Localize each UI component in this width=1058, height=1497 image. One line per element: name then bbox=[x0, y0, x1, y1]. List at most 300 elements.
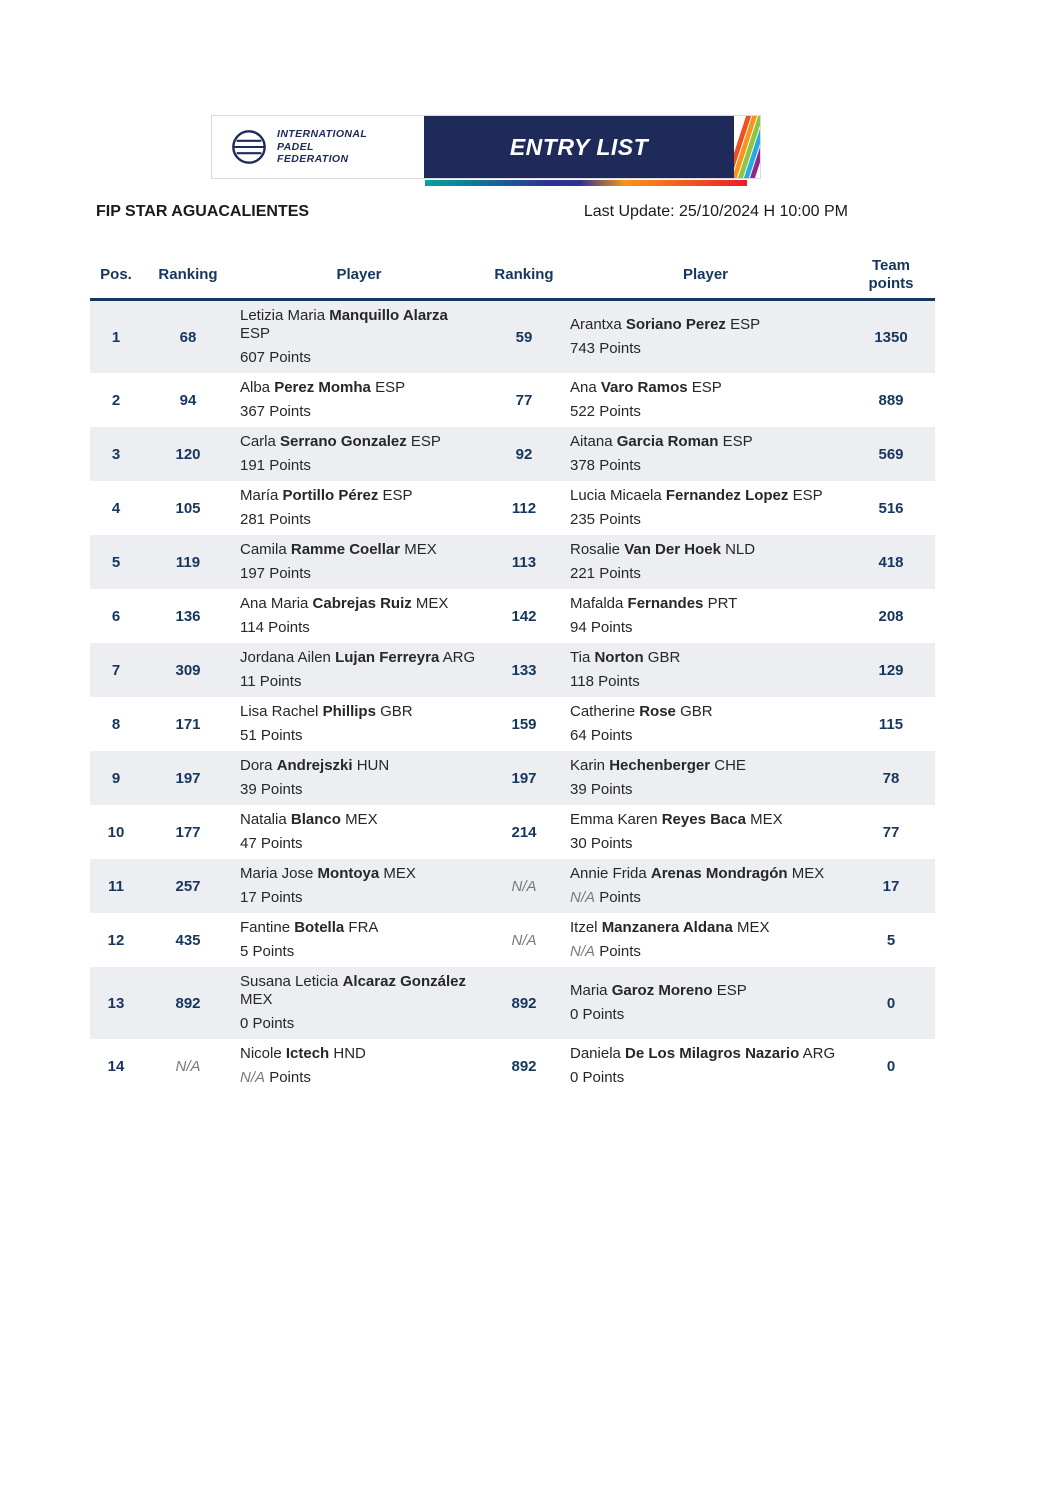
entry-table bbox=[90, 252, 935, 1093]
ranking-cell-1: 177 bbox=[175, 823, 201, 841]
position-cell: 14 bbox=[107, 1057, 125, 1075]
ranking-cell-1: 197 bbox=[175, 769, 201, 787]
player-first-names: Natalia bbox=[240, 811, 287, 828]
player-cell-2 bbox=[564, 373, 847, 427]
points-label: Points bbox=[590, 727, 633, 744]
player-cell-2 bbox=[564, 300, 847, 374]
player-points bbox=[240, 889, 478, 907]
player-name bbox=[570, 703, 841, 721]
player-points bbox=[570, 889, 841, 907]
points-value: N/A bbox=[570, 943, 596, 960]
player-country: ARG bbox=[802, 1045, 836, 1062]
player-points bbox=[570, 673, 841, 691]
player-cell-1 bbox=[234, 859, 484, 913]
points-label: Points bbox=[269, 1069, 311, 1086]
player-name bbox=[240, 433, 478, 451]
ranking-cell-2: 112 bbox=[511, 499, 537, 517]
points-label: Points bbox=[252, 943, 295, 960]
player-surname: Alcaraz González bbox=[342, 973, 466, 990]
player-points bbox=[570, 943, 841, 961]
player-surname: Montoya bbox=[317, 865, 380, 882]
table-row bbox=[90, 1039, 935, 1093]
player-surname: Van Der Hoek bbox=[624, 541, 721, 558]
title-row bbox=[96, 203, 848, 221]
points-value: 0 bbox=[570, 1069, 579, 1086]
player-surname: Lujan Ferreyra bbox=[335, 649, 440, 666]
player-name bbox=[240, 919, 478, 937]
player-name bbox=[240, 973, 478, 1009]
table-row bbox=[90, 373, 935, 427]
points-value: 17 bbox=[240, 889, 257, 906]
ranking-cell-1: 257 bbox=[175, 877, 201, 895]
player-points bbox=[240, 835, 478, 853]
player-cell-1 bbox=[234, 535, 484, 589]
ranking-cell-1: 94 bbox=[179, 391, 197, 409]
player-name bbox=[570, 487, 841, 505]
points-label: Points bbox=[599, 565, 641, 582]
fip-logo-line1: INTERNATIONAL bbox=[277, 128, 368, 141]
player-country: MEX bbox=[750, 811, 783, 828]
points-value: N/A bbox=[240, 1069, 266, 1086]
ranking-cell-2: 133 bbox=[511, 661, 537, 679]
player-first-names: Rosalie bbox=[570, 541, 621, 558]
player-cell-2 bbox=[564, 1039, 847, 1093]
player-points bbox=[570, 565, 841, 583]
points-value: 39 bbox=[240, 781, 257, 798]
player-surname: Norton bbox=[594, 649, 644, 666]
player-first-names: Susana Leticia bbox=[240, 973, 339, 990]
table-row bbox=[90, 481, 935, 535]
player-first-names: Ana bbox=[570, 379, 597, 396]
player-points bbox=[240, 781, 478, 799]
position-cell: 7 bbox=[111, 661, 121, 679]
player-first-names: Fantine bbox=[240, 919, 291, 936]
document-title: FIP STAR AGUACALIENTES bbox=[96, 203, 310, 220]
position-cell: 5 bbox=[111, 553, 121, 571]
player-points bbox=[570, 340, 841, 358]
player-cell-2 bbox=[564, 805, 847, 859]
player-first-names: Mafalda bbox=[570, 595, 624, 612]
points-label: Points bbox=[599, 511, 641, 528]
player-surname: Blanco bbox=[290, 811, 341, 828]
player-cell-1 bbox=[234, 805, 484, 859]
player-country: GBR bbox=[380, 703, 413, 720]
ranking-cell-1: 309 bbox=[175, 661, 201, 679]
table-row bbox=[90, 589, 935, 643]
position-cell: 1 bbox=[111, 328, 121, 346]
player-name bbox=[240, 649, 478, 667]
ranking-cell-2: N/A bbox=[511, 877, 537, 895]
col-header-ranking-2: Ranking bbox=[484, 252, 564, 300]
player-surname: Andrejszki bbox=[276, 757, 353, 774]
player-cell-1 bbox=[234, 373, 484, 427]
points-value: 11 bbox=[240, 673, 256, 690]
player-surname: Perez Momha bbox=[274, 379, 371, 396]
ranking-cell-2: 113 bbox=[511, 553, 537, 571]
ranking-cell-1: 68 bbox=[179, 328, 197, 346]
points-label: Points bbox=[260, 889, 303, 906]
player-country: HUN bbox=[356, 757, 390, 774]
team-points-cell: 78 bbox=[882, 769, 900, 787]
player-points bbox=[570, 727, 841, 745]
points-value: 221 bbox=[570, 565, 596, 582]
player-name bbox=[570, 433, 841, 451]
table-row bbox=[90, 427, 935, 481]
player-first-names: Letizia Maria bbox=[240, 307, 326, 324]
ranking-cell-2: N/A bbox=[511, 931, 537, 949]
player-cell-1 bbox=[234, 427, 484, 481]
player-name bbox=[570, 919, 841, 937]
table-row bbox=[90, 300, 935, 374]
player-points bbox=[570, 835, 841, 853]
player-country: FRA bbox=[348, 919, 379, 936]
team-points-cell: 418 bbox=[878, 553, 904, 571]
team-points-cell: 0 bbox=[886, 994, 896, 1012]
player-first-names: Alba bbox=[240, 379, 271, 396]
position-cell: 8 bbox=[111, 715, 121, 733]
player-first-names: Jordana Ailen bbox=[240, 649, 331, 666]
player-cell-2 bbox=[564, 697, 847, 751]
player-cell-1 bbox=[234, 1039, 484, 1093]
points-value: 64 bbox=[570, 727, 587, 744]
last-update: Last Update: 25/10/2024 H 10:00 PM bbox=[583, 203, 848, 220]
table-row bbox=[90, 967, 935, 1039]
col-header-pos: Pos. bbox=[90, 252, 142, 300]
points-label: Points bbox=[599, 457, 641, 474]
player-name bbox=[240, 379, 478, 397]
player-country: ESP bbox=[410, 433, 441, 450]
ranking-cell-1: 171 bbox=[175, 715, 201, 733]
player-name bbox=[240, 541, 478, 559]
player-points bbox=[570, 619, 841, 637]
player-country: ESP bbox=[240, 325, 271, 342]
points-value: 94 bbox=[570, 619, 587, 636]
ranking-cell-1: 136 bbox=[175, 607, 201, 625]
player-surname: Ictech bbox=[285, 1045, 330, 1062]
points-label: Points bbox=[582, 1006, 625, 1023]
table-row bbox=[90, 751, 935, 805]
points-value: 114 bbox=[240, 619, 264, 636]
player-first-names: Carla bbox=[240, 433, 276, 450]
team-points-cell: 516 bbox=[878, 499, 904, 517]
player-cell-2 bbox=[564, 859, 847, 913]
player-cell-2 bbox=[564, 967, 847, 1039]
points-label: Points bbox=[252, 1015, 295, 1032]
position-cell: 6 bbox=[111, 607, 121, 625]
points-label: Points bbox=[269, 349, 311, 366]
player-first-names: Karin bbox=[570, 757, 606, 774]
col-header-player-1: Player bbox=[234, 252, 484, 300]
player-country: MEX bbox=[240, 991, 273, 1008]
points-value: 47 bbox=[240, 835, 257, 852]
player-points bbox=[240, 673, 478, 691]
player-surname: Ramme Coellar bbox=[290, 541, 401, 558]
position-cell: 9 bbox=[111, 769, 121, 787]
player-name bbox=[240, 307, 478, 343]
points-value: 30 bbox=[570, 835, 587, 852]
points-value: 378 bbox=[570, 457, 596, 474]
player-country: GBR bbox=[680, 703, 713, 720]
ranking-cell-2: 197 bbox=[511, 769, 537, 787]
points-value: 39 bbox=[570, 781, 587, 798]
points-label: Points bbox=[269, 511, 311, 528]
player-first-names: Lucia Micaela bbox=[570, 487, 662, 504]
points-value: 235 bbox=[570, 511, 596, 528]
team-points-cell: 5 bbox=[886, 931, 896, 949]
player-points bbox=[240, 457, 478, 475]
entry-list-label: ENTRY LIST bbox=[509, 133, 649, 160]
points-label: Points bbox=[599, 403, 641, 420]
points-value: 0 bbox=[240, 1015, 249, 1032]
ranking-cell-1: 105 bbox=[175, 499, 201, 517]
team-points-cell: 0 bbox=[886, 1057, 896, 1075]
player-name bbox=[570, 316, 841, 334]
player-name bbox=[570, 757, 841, 775]
player-name bbox=[240, 595, 478, 613]
ranking-cell-2: 92 bbox=[515, 445, 533, 463]
player-first-names: Aitana bbox=[570, 433, 613, 450]
points-value: 118 bbox=[570, 673, 594, 690]
entry-table-body bbox=[90, 300, 935, 1094]
team-points-cell: 208 bbox=[878, 607, 904, 625]
ranking-cell-1: N/A bbox=[175, 1057, 201, 1075]
ranking-cell-2: 59 bbox=[515, 328, 533, 346]
table-row bbox=[90, 859, 935, 913]
player-surname: Portillo Pérez bbox=[282, 487, 379, 504]
player-points bbox=[240, 349, 478, 367]
player-first-names: Maria bbox=[570, 982, 608, 999]
player-first-names: Itzel bbox=[570, 919, 598, 936]
player-name bbox=[570, 1045, 841, 1063]
table-row bbox=[90, 805, 935, 859]
position-cell: 2 bbox=[111, 391, 121, 409]
player-country: ESP bbox=[716, 982, 747, 999]
player-name bbox=[570, 982, 841, 1000]
position-cell: 4 bbox=[111, 499, 121, 517]
position-cell: 3 bbox=[111, 445, 121, 463]
points-label: Points bbox=[590, 835, 633, 852]
player-country: ESP bbox=[722, 433, 753, 450]
fip-logo-text bbox=[277, 128, 367, 165]
player-name bbox=[240, 703, 478, 721]
position-cell: 12 bbox=[107, 931, 125, 949]
player-points bbox=[240, 619, 478, 637]
player-cell-2 bbox=[564, 535, 847, 589]
player-first-names: Daniela bbox=[570, 1045, 621, 1062]
player-first-names: Emma Karen bbox=[570, 811, 658, 828]
points-label: Points bbox=[590, 781, 633, 798]
banner-color-strip bbox=[425, 180, 747, 186]
ranking-cell-2: 159 bbox=[511, 715, 537, 733]
player-country: ESP bbox=[730, 316, 761, 333]
player-surname: Garcia Roman bbox=[616, 433, 719, 450]
player-name bbox=[240, 757, 478, 775]
player-name bbox=[240, 811, 478, 829]
player-surname: Arenas Mondragón bbox=[650, 865, 788, 882]
player-country: MEX bbox=[345, 811, 378, 828]
player-cell-2 bbox=[564, 427, 847, 481]
team-points-cell: 569 bbox=[878, 445, 904, 463]
player-country: ARG bbox=[442, 649, 476, 666]
col-header-ranking-1: Ranking bbox=[142, 252, 234, 300]
player-name bbox=[240, 1045, 478, 1063]
player-points bbox=[240, 1069, 478, 1087]
ranking-cell-1: 435 bbox=[175, 931, 201, 949]
points-value: 51 bbox=[240, 727, 257, 744]
points-value: 367 bbox=[240, 403, 266, 420]
player-points bbox=[570, 781, 841, 799]
player-points bbox=[240, 511, 478, 529]
fip-banner bbox=[211, 115, 761, 179]
team-points-cell: 17 bbox=[882, 877, 900, 895]
player-name bbox=[570, 811, 841, 829]
points-value: 281 bbox=[240, 511, 266, 528]
player-surname: Phillips bbox=[322, 703, 376, 720]
points-label: Points bbox=[599, 943, 641, 960]
points-label: Points bbox=[598, 673, 640, 690]
team-points-cell: 129 bbox=[878, 661, 904, 679]
player-country: CHE bbox=[714, 757, 746, 774]
team-points-cell: 77 bbox=[882, 823, 900, 841]
points-label: Points bbox=[599, 889, 641, 906]
player-country: ESP bbox=[375, 379, 406, 396]
player-first-names: María bbox=[240, 487, 279, 504]
player-surname: Reyes Baca bbox=[661, 811, 746, 828]
ranking-cell-2: 892 bbox=[511, 1057, 537, 1075]
points-label: Points bbox=[259, 673, 302, 690]
player-cell-2 bbox=[564, 643, 847, 697]
team-points-cell: 889 bbox=[878, 391, 904, 409]
player-country: ESP bbox=[792, 487, 823, 504]
points-value: 5 bbox=[240, 943, 249, 960]
player-country: MEX bbox=[415, 595, 449, 612]
player-points bbox=[570, 457, 841, 475]
player-points bbox=[570, 511, 841, 529]
position-cell: 11 bbox=[108, 877, 124, 895]
fip-globe-icon bbox=[230, 128, 268, 166]
player-first-names: Maria Jose bbox=[240, 865, 314, 882]
player-points bbox=[240, 1015, 478, 1033]
player-surname: Fernandes bbox=[627, 595, 704, 612]
points-label: Points bbox=[260, 727, 303, 744]
player-name bbox=[570, 541, 841, 559]
table-row bbox=[90, 643, 935, 697]
fip-logo-line2: PADEL bbox=[277, 140, 314, 153]
player-first-names: Nicole bbox=[240, 1045, 282, 1062]
banner-stripes-icon bbox=[734, 116, 760, 178]
entry-table-header bbox=[90, 252, 935, 300]
points-value: 191 bbox=[240, 457, 266, 474]
player-surname: Serrano Gonzalez bbox=[280, 433, 407, 450]
ranking-cell-1: 120 bbox=[175, 445, 201, 463]
player-country: NLD bbox=[725, 541, 756, 558]
player-surname: Soriano Perez bbox=[625, 316, 726, 333]
ranking-cell-2: 892 bbox=[511, 994, 537, 1012]
points-label: Points bbox=[260, 781, 303, 798]
col-header-team-points bbox=[847, 252, 935, 300]
player-points bbox=[240, 565, 478, 583]
player-surname: Botella bbox=[294, 919, 345, 936]
player-first-names: Arantxa bbox=[570, 316, 622, 333]
player-name bbox=[240, 865, 478, 883]
ranking-cell-2: 142 bbox=[511, 607, 537, 625]
player-points bbox=[240, 727, 478, 745]
player-cell-1 bbox=[234, 300, 484, 374]
player-cell-1 bbox=[234, 697, 484, 751]
player-surname: Manquillo Alarza bbox=[329, 307, 448, 324]
player-country: MEX bbox=[404, 541, 437, 558]
points-label: Points bbox=[599, 340, 641, 357]
table-row bbox=[90, 913, 935, 967]
player-cell-1 bbox=[234, 589, 484, 643]
player-name bbox=[570, 595, 841, 613]
player-surname: Varo Ramos bbox=[600, 379, 688, 396]
points-value: 197 bbox=[240, 565, 266, 582]
player-name bbox=[240, 487, 478, 505]
table-row bbox=[90, 535, 935, 589]
player-points bbox=[570, 1069, 841, 1087]
ranking-cell-1: 119 bbox=[175, 553, 201, 571]
player-first-names: Ana Maria bbox=[240, 595, 309, 612]
player-name bbox=[570, 379, 841, 397]
player-surname: Garoz Moreno bbox=[611, 982, 713, 999]
player-points bbox=[570, 403, 841, 421]
player-surname: Fernandez Lopez bbox=[665, 487, 789, 504]
points-label: Points bbox=[269, 457, 311, 474]
player-cell-2 bbox=[564, 751, 847, 805]
team-points-cell: 1350 bbox=[874, 328, 908, 346]
player-country: ESP bbox=[382, 487, 413, 504]
player-country: ESP bbox=[691, 379, 722, 396]
points-label: Points bbox=[268, 619, 310, 636]
player-country: HND bbox=[333, 1045, 366, 1062]
position-cell: 13 bbox=[107, 994, 125, 1012]
player-country: MEX bbox=[383, 865, 416, 882]
player-cell-1 bbox=[234, 913, 484, 967]
points-label: Points bbox=[590, 619, 633, 636]
col-header-player-2: Player bbox=[564, 252, 847, 300]
fip-logo-line3: FEDERATION bbox=[277, 153, 349, 166]
player-first-names: Catherine bbox=[570, 703, 636, 720]
points-label: Points bbox=[582, 1069, 625, 1086]
player-first-names: Annie Frida bbox=[570, 865, 647, 882]
player-name bbox=[570, 649, 841, 667]
points-label: Points bbox=[269, 565, 311, 582]
fip-logo bbox=[212, 116, 424, 178]
points-value: 522 bbox=[570, 403, 596, 420]
player-country: MEX bbox=[737, 919, 770, 936]
points-value: 0 bbox=[570, 1006, 579, 1023]
team-points-cell: 115 bbox=[878, 715, 904, 733]
player-cell-2 bbox=[564, 481, 847, 535]
ranking-cell-2: 214 bbox=[511, 823, 537, 841]
entry-list-banner bbox=[424, 116, 734, 178]
ranking-cell-2: 77 bbox=[515, 391, 533, 409]
points-value: 743 bbox=[570, 340, 596, 357]
player-surname: Manzanera Aldana bbox=[601, 919, 733, 936]
player-cell-1 bbox=[234, 643, 484, 697]
col-header-team-points-label: Team points bbox=[868, 257, 914, 292]
player-name bbox=[570, 865, 841, 883]
player-country: MEX bbox=[791, 865, 825, 882]
player-first-names: Lisa Rachel bbox=[240, 703, 319, 720]
player-surname: Hechenberger bbox=[609, 757, 711, 774]
points-label: Points bbox=[269, 403, 311, 420]
player-cell-2 bbox=[564, 913, 847, 967]
player-surname: Rose bbox=[639, 703, 676, 720]
position-cell: 10 bbox=[107, 823, 125, 841]
player-points bbox=[240, 403, 478, 421]
